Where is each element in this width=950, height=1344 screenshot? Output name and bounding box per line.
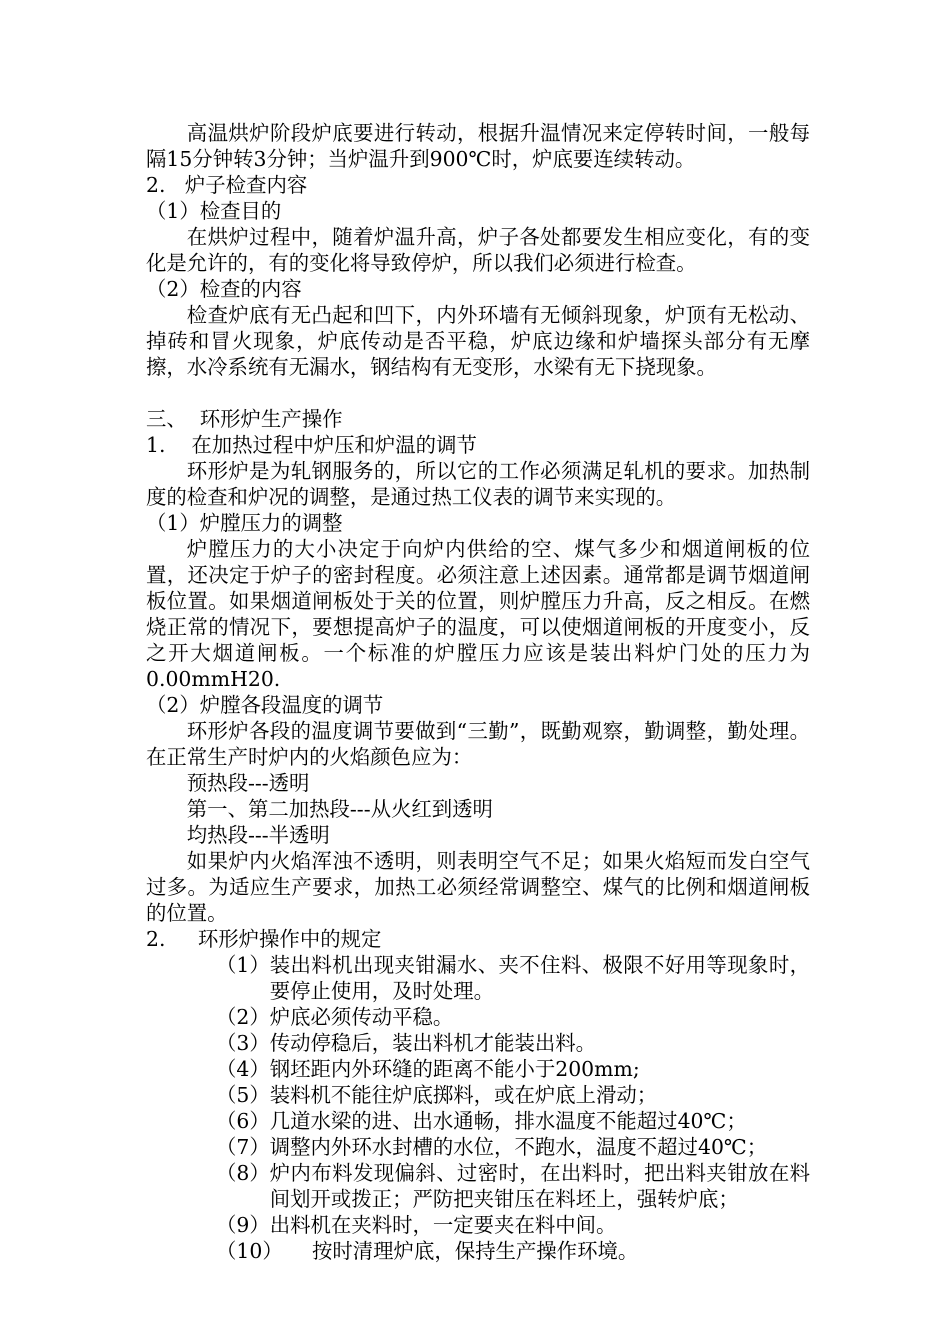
paragraph-inspection-purpose: 在烘炉过程中，随着炉温升高，炉子各处都要发生相应变化，有的变化是允许的，有的变化将导致停炉，所以我们必须进行检查。 bbox=[146, 225, 810, 275]
list-item-number: （10） bbox=[216, 1239, 283, 1263]
paragraph-flame-judgement: 如果炉内火焰浑浊不透明，则表明空气不足；如果火焰短而发白空气过多。为适应生产要求，加热工必须经常调整空、煤气的比例和烟道闸板的位置。 bbox=[146, 849, 810, 925]
list-item-number: （1） bbox=[216, 953, 270, 977]
list-item-text: 传动停稳后，装出料机才能装出料。 bbox=[269, 1031, 597, 1055]
list-item bbox=[146, 1212, 810, 1238]
list-item-text: 出料机在夹料时，一定要夹在料中间。 bbox=[269, 1213, 617, 1237]
list-item bbox=[146, 952, 810, 1004]
document-page bbox=[146, 120, 810, 1264]
list-item bbox=[146, 1160, 810, 1212]
list-item-number: （5） bbox=[216, 1083, 270, 1107]
paragraph-pressure-adjust: 炉膛压力的大小决定于向炉内供给的空、煤气多少和烟道闸板的位置，还决定于炉子的密封程度。必须注意上述因素。通常都是调节烟道闸板位置。如果烟道闸板处于关的位置，则炉膛压力升高，反之相反。在燃烧正常的情况下，要想提高炉子的温度，可以使烟道闸板的开度变小，反之开大烟道闸板。一个标准的炉膛压力应该是装出料炉门处的压力为0.00mmH20. bbox=[146, 537, 810, 691]
list-item-number: （7） bbox=[216, 1135, 270, 1159]
paragraph-temperature-adjust: 环形炉各段的温度调节要做到“三勤”，既勤观察，勤调整，勤处理。在正常生产时炉内的火焰颜色应为： bbox=[146, 719, 810, 769]
list-item-number: （4） bbox=[216, 1057, 270, 1081]
paragraph-heating-rotation: 高温烘炉阶段炉底要进行转动，根据升温情况来定停转时间，一般每隔15分钟转3分钟；当炉温升到900℃时，炉底要连续转动。 bbox=[146, 121, 810, 171]
list-item-text: 按时清理炉底，保持生产操作环境。 bbox=[312, 1239, 639, 1263]
list-item-text: 钢坯距内外环缝的距离不能小于200mm; bbox=[269, 1057, 640, 1081]
list-item bbox=[146, 1030, 810, 1056]
rules-list bbox=[146, 952, 810, 1264]
list-item-number: （9） bbox=[216, 1213, 270, 1237]
subheading-pressure-adjust: （1）炉膛压力的调整 bbox=[146, 511, 343, 535]
list-item-number: （2） bbox=[216, 1005, 270, 1029]
paragraph-inspection-content: 检查炉底有无凸起和凹下，内外环墙有无倾斜现象，炉顶有无松动、掉砖和冒火现象，炉底传动是否平稳，炉底边缘和炉墙探头部分有无摩擦，水冷系统有无漏水，钢结构有无变形，水梁有无下挠现象。 bbox=[146, 303, 810, 379]
list-item-text: 装料机不能往炉底掷料，或在炉底上滑动； bbox=[269, 1083, 658, 1107]
list-item-text: 炉内布料发现偏斜、过密时，在出料时，把出料夹钳放在料间划开或拨正；严防把夹钳压在料坯上，强转炉底； bbox=[269, 1161, 810, 1211]
list-item bbox=[146, 1238, 810, 1264]
subheading-inspection-purpose: （1）检查目的 bbox=[146, 199, 282, 223]
flame-color-preheat: 预热段---透明 bbox=[186, 771, 310, 795]
list-item-text: 装出料机出现夹钳漏水、夹不住料、极限不好用等现象时，要停止使用，及时处理。 bbox=[269, 953, 810, 1003]
list-item-number: （6） bbox=[216, 1109, 270, 1133]
heading-ring-furnace-operation: 三、 环形炉生产操作 bbox=[146, 407, 343, 431]
list-item bbox=[146, 1082, 810, 1108]
subheading-temperature-adjust: （2）炉膛各段温度的调节 bbox=[146, 693, 384, 717]
list-item bbox=[146, 1056, 810, 1082]
list-item bbox=[146, 1004, 810, 1030]
list-item-text: 几道水梁的进、出水通畅，排水温度不能超过40℃； bbox=[269, 1109, 747, 1133]
list-item-number: （3） bbox=[216, 1031, 270, 1055]
heading-pressure-temperature: 1. 在加热过程中炉压和炉温的调节 bbox=[146, 433, 477, 457]
heading-furnace-inspection: 2. 炉子检查内容 bbox=[146, 173, 308, 197]
subheading-inspection-content: （2）检查的内容 bbox=[146, 277, 302, 301]
list-item-number: （8） bbox=[216, 1161, 270, 1185]
paragraph-ring-furnace-purpose: 环形炉是为轧钢服务的，所以它的工作必须满足轧机的要求。加热制度的检查和炉况的调整，是通过热工仪表的调节来实现的。 bbox=[146, 459, 810, 509]
flame-color-soaking: 均热段---半透明 bbox=[186, 823, 330, 847]
blank-line bbox=[146, 380, 810, 406]
list-item-text: 调整内外环水封槽的水位，不跑水，温度不超过40℃； bbox=[269, 1135, 768, 1159]
list-item bbox=[146, 1134, 810, 1160]
heading-operation-rules: 2. 环形炉操作中的规定 bbox=[146, 927, 382, 951]
list-item-text: 炉底必须传动平稳。 bbox=[269, 1005, 454, 1029]
list-item bbox=[146, 1108, 810, 1134]
flame-color-heating: 第一、第二加热段---从火红到透明 bbox=[186, 797, 493, 821]
